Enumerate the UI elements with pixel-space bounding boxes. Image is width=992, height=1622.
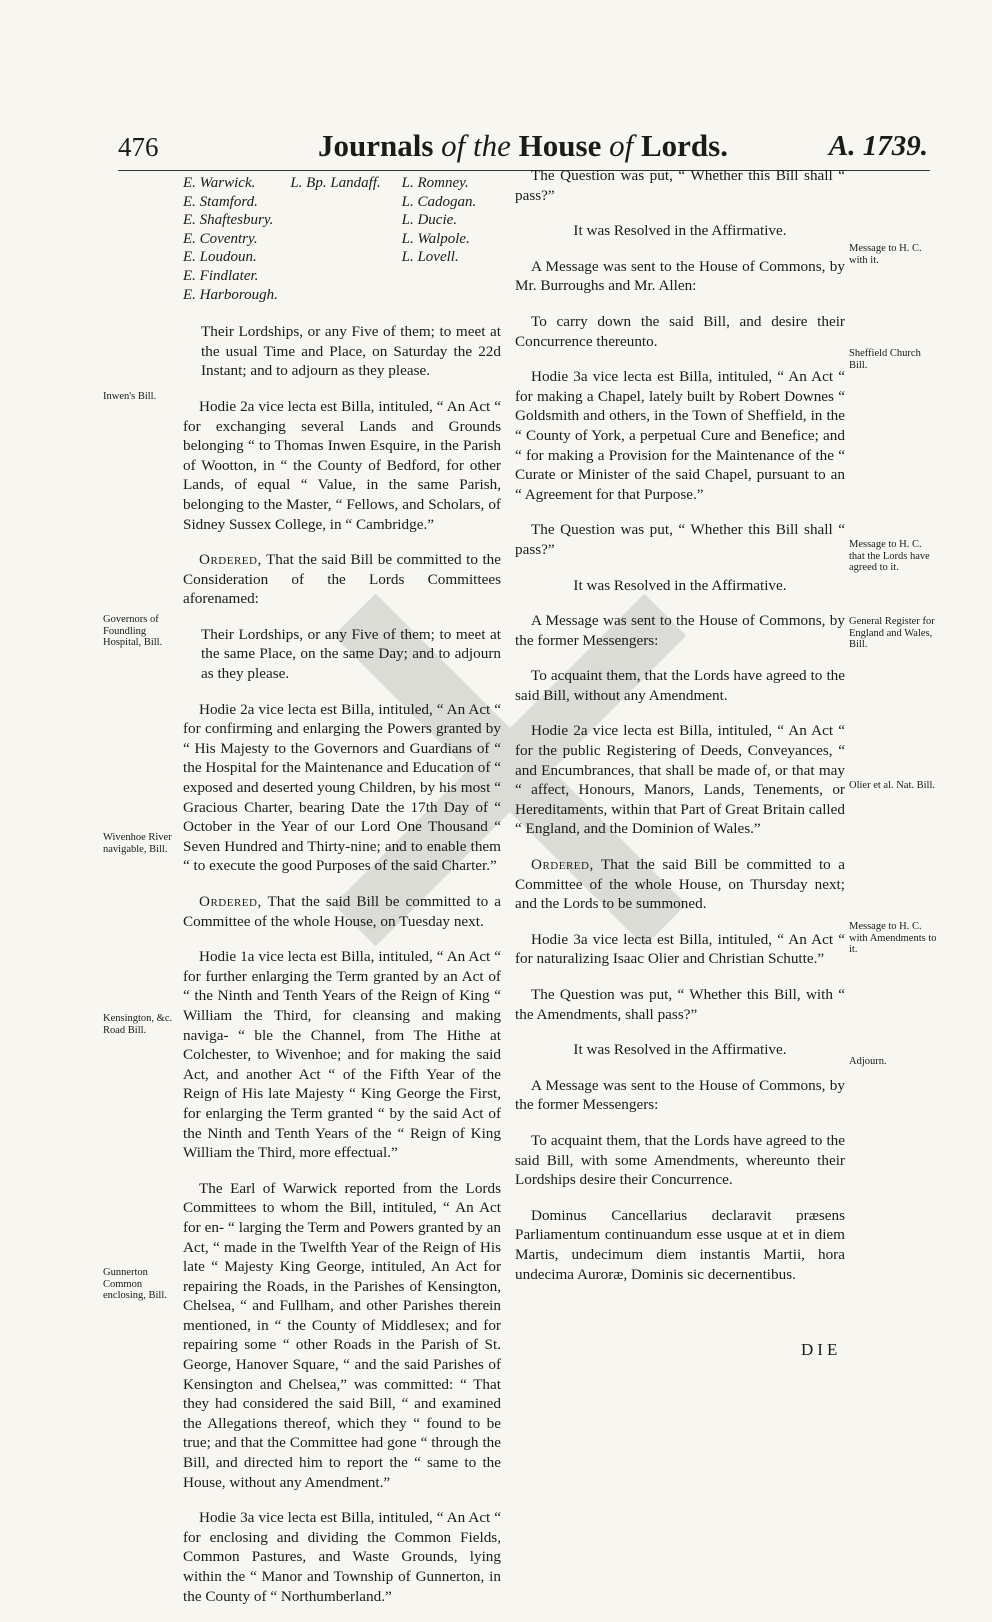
peer-list [183,174,501,304]
inwen-bill-reading: Hodie 2a vice lecta est Billa, intituled, “ An Act “ for exchanging several Lands and Grounds belonging “ to Thomas Inwen Esquire, in the Parish of Wootton, in “ the County of Bedford, for other Lands, of equal “ Value, in the same Parish, belonging to the Master, “ Fellows, and Scholars, of Sidney Sussex College, in “ Cambridge.” [183,397,501,533]
sheffield-bill-reading: Hodie 3a vice lecta est Billa, intituled, “ An Act “ for making a Chapel, lately built by Robert Downes “ Goldsmith and others, in the Town of Sheffield, in the “ County of York, a perpetual Cure and Benefice; and “ for making a Provision for the Maintenance of the “ Curate or Minister of the said Chapel, pursuant to an “ Agreement for that Purpose.” [515,368,845,503]
resolution: It was Resolved in the Affirmative. [573,222,787,240]
order-committed: Ordered, That the said Bill be committed to the Consideration of the Lords Committees aforenamed: [183,551,502,608]
page-number: 476 [118,132,159,162]
margin-note: Inwen's Bill. [103,391,157,402]
message-commons: A Message was sent to the House of Commons, by Mr. Burroughs and Mr. Allen: [515,257,845,295]
catchword: DIE [801,1340,842,1359]
margin-note: Adjourn. [849,1056,887,1067]
peer-col-earls: E. Warwick. E. Stamford. E. Shaftesbury. E. Coventry. E. Loudoun. E. Findlater. E. Harborough. [183,175,278,303]
resolution: It was Resolved in the Affirmative. [573,576,787,594]
order-committed: Ordered, That the said Bill be committed to a Committee of the whole House, on Tuesday next. [183,893,501,930]
question-put: The Question was put, “ Whether this Bill shall “ pass?” [515,167,845,204]
resolution: It was Resolved in the Affirmative. [573,1041,787,1059]
message-content: To acquaint them, that the Lords have agreed to the said Bill, with some Amendments, whereunto their Lordships desire their Concurrence. [515,1131,845,1189]
margin-note: Kensington, &c. Road Bill. [103,1013,173,1036]
margin-note: Olier et al. Nat. Bill. [849,780,936,791]
right-column [515,166,845,1300]
margin-note: General Register for England and Wales, Bill. [849,616,935,650]
message-commons: A Message was sent to the House of Commons, by the former Messengers: [515,612,845,649]
adjournment: Dominus Cancellarius declaravit præsens Parliamentum continuandum esse usque at et in diem Martis, undecimum diem instantis Martii, hora undecima Auroræ, Dominis sic decernentibus. [515,1206,845,1283]
running-head: Journals of the House of Lords. [318,128,728,163]
margin-note: Wivenhoe River navigable, Bill. [103,832,172,855]
margin-note: Gunnerton Common enclosing, Bill. [103,1267,167,1301]
kensington-report: The Earl of Warwick reported from the Lords Committees to whom the Bill, intituled, “ An Act for en- “ larging the Term and Powers granted by an Act, “ made in the Twelfth Year of the Reign of His late “ Majesty King George, intituled, An Act for repairing the Roads, in the Parishes of Kensington, Chelsea, “ and Fullham, and other Parishes therein mentioned, in “ the County of Middlesex; and for repairing some “ other Roads in the Parish of St. George, Hanover Square, “ and the said Parishes of Kensington and Chelsea,” was committed: “ That they had considered the said Bill, “ and examined the Allegations thereof, which they “ found to be true; and that the Committee had gone “ through the Bill, and directed him to report the “ same to the House, without any Amendment.” [183,1179,501,1491]
year: A. 1739. [828,130,928,162]
message-content: To carry down the said Bill, and desire their Concurrence thereunto. [515,312,845,350]
question-put: The Question was put, “ Whether this Bill, with “ the Amendments, shall pass?” [515,986,845,1023]
margin-note: Governors of Foundling Hospital, Bill. [103,614,163,648]
left-column [183,174,501,1622]
margin-note: Message to H. C. that the Lords have agreed to it. [849,539,930,573]
peer-col-lords: L. Romney. L. Cadogan. L. Ducie. L. Walpole. L. Lovell. [401,175,477,266]
peer-col-bishop: L. Bp. Landaff. [290,175,381,191]
adjourn-note: Their Lordships, or any Five of them; to meet at the usual Time and Place, on Saturday the 22d Instant; and to adjourn as they please. [201,323,501,380]
margin-note: Message to H. C. with it. [849,243,922,266]
wivenhoe-bill-reading: Hodie 1a vice lecta est Billa, intituled, “ An Act “ for further enlarging the Term granted by an Act of “ the Ninth and Tenth Years of the Reign of King “ William the Third, for cleansing and making naviga- “ ble the Channel, from The Hithe at Colchester, to Wivenhoe; and for making the said Act, and another Act “ of the Fifth Year of the Reign of His late Majesty “ King George the First, for enlarging the Term granted “ by the said Act of the Ninth and Tenth Years of the “ Reign of King William the Third, more effectual.” [183,948,501,1162]
register-bill-reading: Hodie 2a vice lecta est Billa, intituled, “ An Act “ for the public Registering of Deeds, Conveyances, “ and Encumbrances, that shall be made of, or that may “ affect, Honours, Manors, Lands, Tenements, or Hereditaments, within that Part of Great Britain called “ England, and the Dominion of Wales.” [515,722,845,838]
olier-bill-reading: Hodie 3a vice lecta est Billa, intituled, “ An Act “ for naturalizing Isaac Olier and Christian Schutte.” [515,930,845,968]
message-commons: A Message was sent to the House of Commons, by the former Messengers: [515,1076,845,1114]
question-put: The Question was put, “ Whether this Bill shall “ pass?” [515,521,845,558]
adjourn-note: Their Lordships, or any Five of them; to meet at the same Place, on the same Day; and to adjourn as they please. [201,625,501,683]
margin-note: Sheffield Church Bill. [849,348,921,371]
message-content: To acquaint them, that the Lords have agreed to the said Bill, without any Amendment. [515,667,845,704]
margin-note: Message to H. C. with Amendments to it. [849,921,937,955]
gunnerton-bill-reading: Hodie 3a vice lecta est Billa, intituled, “ An Act “ for enclosing and dividing the Common Fields, Common Pastures, and Waste Grounds, lying within the “ Manor and Township of Gunnerton, in the County of “ Northumberland.” [183,1509,501,1605]
foundling-bill-reading: Hodie 2a vice lecta est Billa, intituled, “ An Act “ for confirming and enlarging the Powers granted by “ His Majesty to the Governors and Guardians of “ the Hospital for the Maintenance and Education of “ exposed and deserted young Children, by his most “ Gracious Charter, bearing Date the 17th Day of “ October in the Year of our Lord One Thousand “ Seven Hundred and Thirty-nine; and to enable them “ to execute the good Purposes of the said Charter.” [183,700,501,875]
order-committed: Ordered, That the said Bill be committed to a Committee of the whole House, on Thursday next; and the Lords to be summoned. [515,856,845,913]
